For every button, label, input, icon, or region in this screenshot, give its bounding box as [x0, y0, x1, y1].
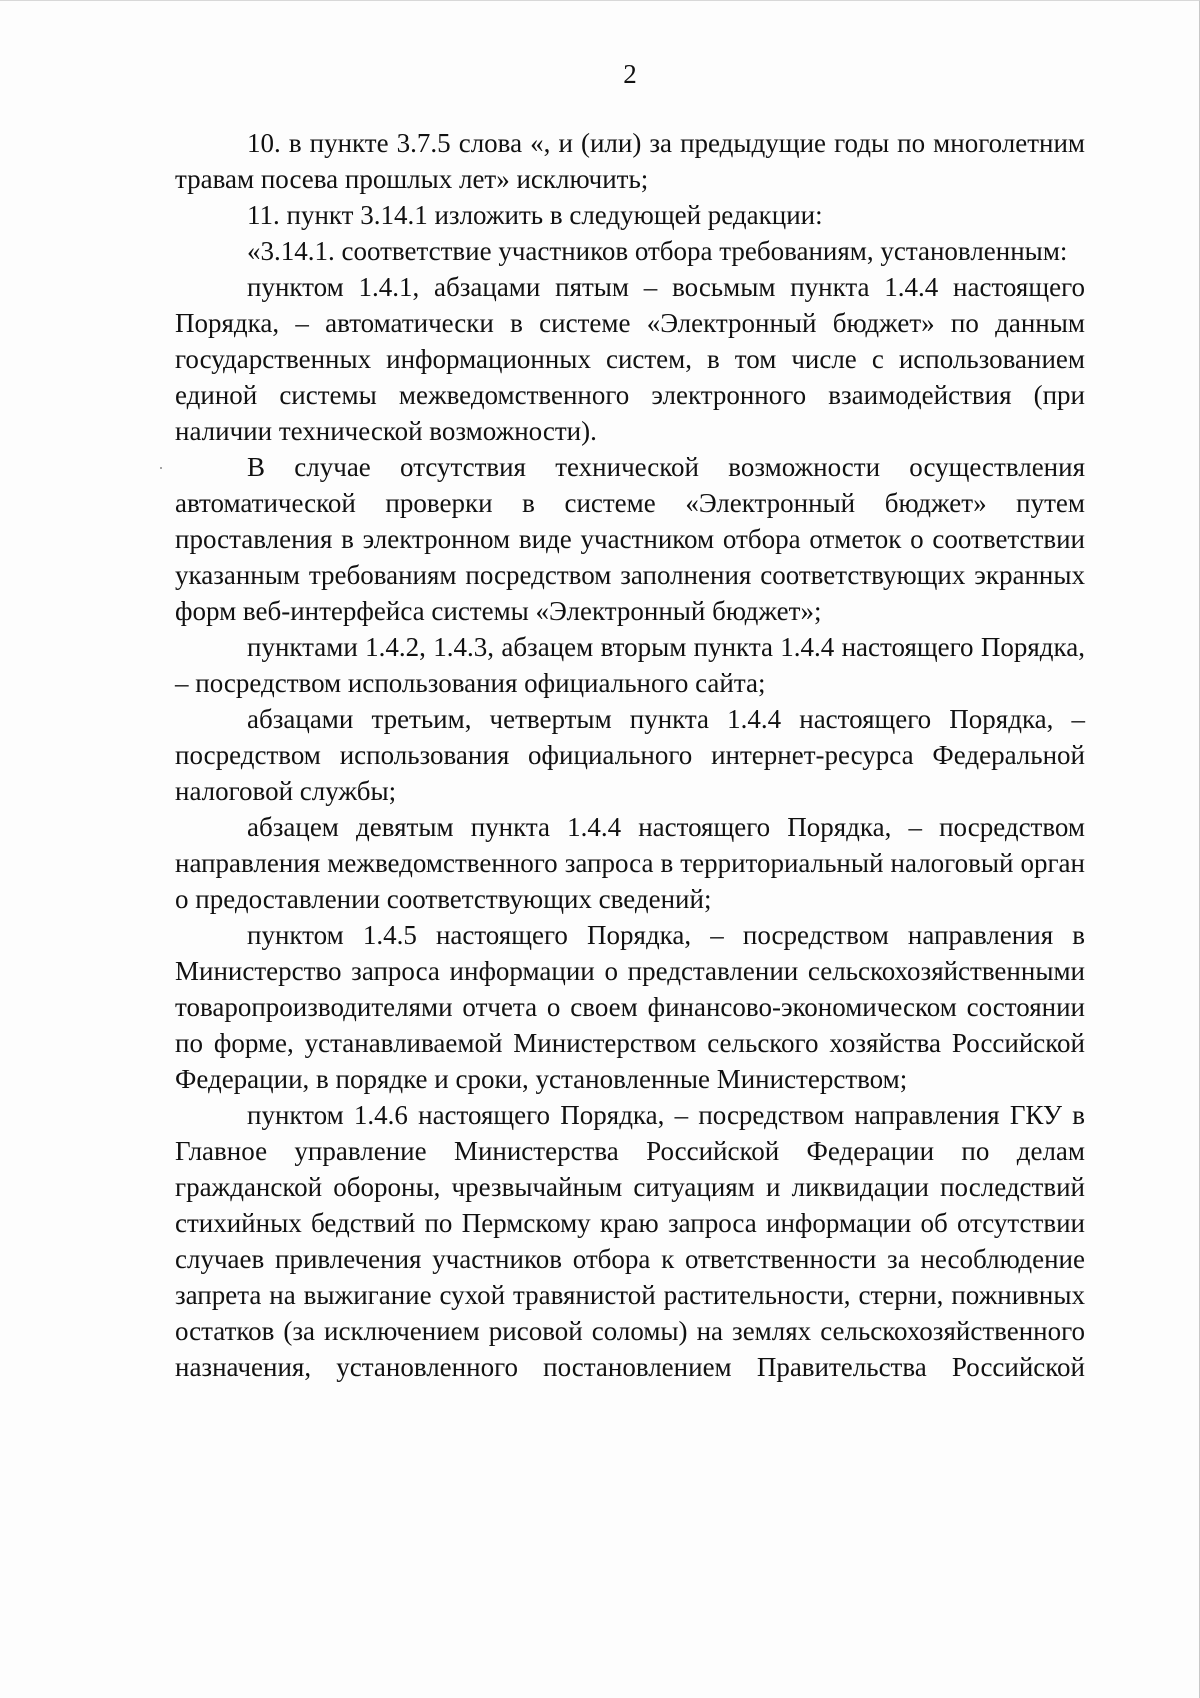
- scan-artifact-dot: [160, 467, 162, 469]
- paragraph-clause-1-4-5: пунктом 1.4.5 настоящего Порядка, – посредством направления в Министерство запроса информации о представлении сельскохозяйственными товаропроизводителями отчета о своем финансово-экономическом состоянии по форме, устанавливаемой Министерством сельского хозяйства Российской Федерации, в порядке и сроки, установленные Министерством;: [175, 920, 1085, 1094]
- page-number: 2: [623, 59, 637, 89]
- paragraph-tax-service: абзацами третьим, четвертым пункта 1.4.4 настоящего Порядка, – посредством использования официального интернет-ресурса Федеральной налоговой службы;: [175, 704, 1085, 806]
- paragraph-interagency-request: абзацем девятым пункта 1.4.4 настоящего Порядка, – посредством направления межведомственного запроса в территориальный налоговый орган о предоставлении соответствующих сведений;: [175, 812, 1085, 914]
- document-body: [175, 125, 1085, 1385]
- paragraph-item-11: 11. пункт 3.14.1 изложить в следующей редакции:: [247, 200, 823, 230]
- paragraph-no-technical-possibility: В случае отсутствия технической возможности осуществления автоматической проверки в системе «Электронный бюджет» путем проставления в электронном виде участником отбора отметок о соответствии указанным требованиям посредством заполнения соответствующих экранных форм веб-интерфейса системы «Электронный бюджет»;: [175, 452, 1085, 626]
- paragraph-item-10: 10. в пункте 3.7.5 слова «, и (или) за предыдущие годы по многолетним травам посева прошлых лет» исключить;: [175, 128, 1085, 194]
- paragraph-clause-1-4-6: пунктом 1.4.6 настоящего Порядка, – посредством направления ГКУ в Главное управление Министерства Российской Федерации по делам гражданской обороны, чрезвычайным ситуациям и ликвидации последствий стихийных бедствий по Пермскому краю запроса информации об отсутствии случаев привлечения участников отбора к ответственности за несоблюдение запрета на выжигание сухой травянистой растительности, стерни, пожнивных остатков (за исключением рисовой соломы) на землях сельскохозяйственного назначения, установленного постановлением Правительства Российской: [175, 1100, 1085, 1382]
- paragraph-clause-1-4-1: пунктом 1.4.1, абзацами пятым – восьмым пункта 1.4.4 настоящего Порядка, – автоматически в системе «Электронный бюджет» по данным государственных информационных систем, в том числе с использованием единой системы межведомственного электронного взаимодействия (при наличии технической возможности).: [175, 272, 1085, 446]
- paragraph-clauses-1-4-2-1-4-3: пунктами 1.4.2, 1.4.3, абзацем вторым пункта 1.4.4 настоящего Порядка, – посредством использования официального сайта;: [175, 632, 1085, 698]
- paragraph-3-14-1: «3.14.1. соответствие участников отбора требованиям, установленным:: [247, 236, 1068, 266]
